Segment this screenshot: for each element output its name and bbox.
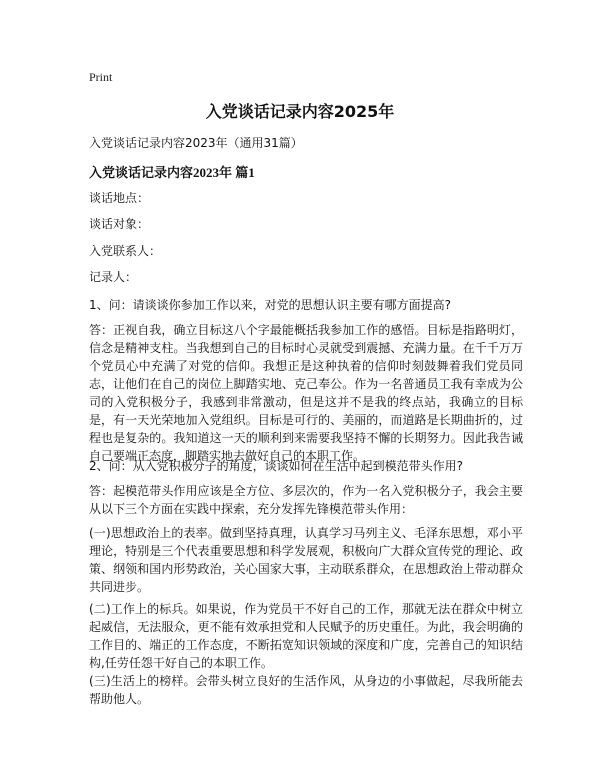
print-link[interactable]: Print bbox=[89, 70, 113, 84]
point-3: (三)生活上的榜样。会带头树立良好的生活作风，从身边的小事做起，尽我所能去帮助他人。 bbox=[89, 674, 523, 706]
field-location: 谈话地点： bbox=[89, 191, 150, 205]
field-target: 谈话对象： bbox=[89, 217, 150, 231]
page-title: 入党谈话记录内容2025年 bbox=[205, 102, 395, 121]
question-2: 2、问：从入党积极分子的角度，谈谈如何在生活中起到模范带头作用? bbox=[89, 459, 464, 473]
question-1: 1、问：请谈谈你参加工作以来，对党的思想认识主要有哪方面提高? bbox=[89, 298, 452, 312]
point-1: (一)思想政治上的表率。做到坚持真理，认真学习马列主义、毛泽东思想，邓小平理论，特别是三个代表重要思想和科学发展观，积极向广大群众宣传党的理论、政策、纲领和国内形势政治，关心国家大事，主动联系群众，在思想政治上带动群众共同进步。 bbox=[89, 526, 523, 594]
answer-1: 答：正视自我，确立目标这八个字最能概括我参加工作的感悟。目标是指路明灯，信念是精神支柱。当我想到自己的目标时心灵就受到震撼、充满力量。在千千万万个党员心中充满了对党的信仰。我想正是这种执着的信仰时刻鼓舞着我们党员同志，让他们在自己的岗位上脚踏实地、克己奉公。作为一名普通员工我有幸成为公司的入党积极分子，我感到非常激动，但是这并不是我的终点站，我确立的目标是，有一天光荣地加入党组织。目标是可行的、美丽的，而道路是长期曲折的，过程也是复杂的。我知道这一天的顺利到来需要我坚持不懈的长期努力。因此我告诫自己要端正态度，脚踏实地去做好自己的本职工作。 bbox=[89, 323, 523, 463]
subtitle: 入党谈话记录内容2023年（通用31篇） bbox=[89, 136, 303, 150]
answer-2: 答：起模范带头作用应该是全方位、多层次的，作为一名入党积极分子，我会主要从以下三个方面在实践中探索，充分发挥先锋模范带头作用： bbox=[89, 484, 523, 516]
field-recorder: 记录人： bbox=[89, 270, 138, 284]
point-2: (二)工作上的标兵。如果说，作为党员干不好自己的工作，那就无法在群众中树立起威信，无法服众，更不能有效承担党和人民赋予的历史重任。为此，我会明确的工作目的、端正的工作态度，不断拓宽知识领域的深度和广度，完善自己的知识结构,任劳任怨干好自己的本职工作。 bbox=[89, 602, 523, 670]
section-heading: 入党谈话记录内容2023年 篇1 bbox=[89, 165, 255, 180]
field-contact: 入党联系人： bbox=[89, 244, 162, 258]
